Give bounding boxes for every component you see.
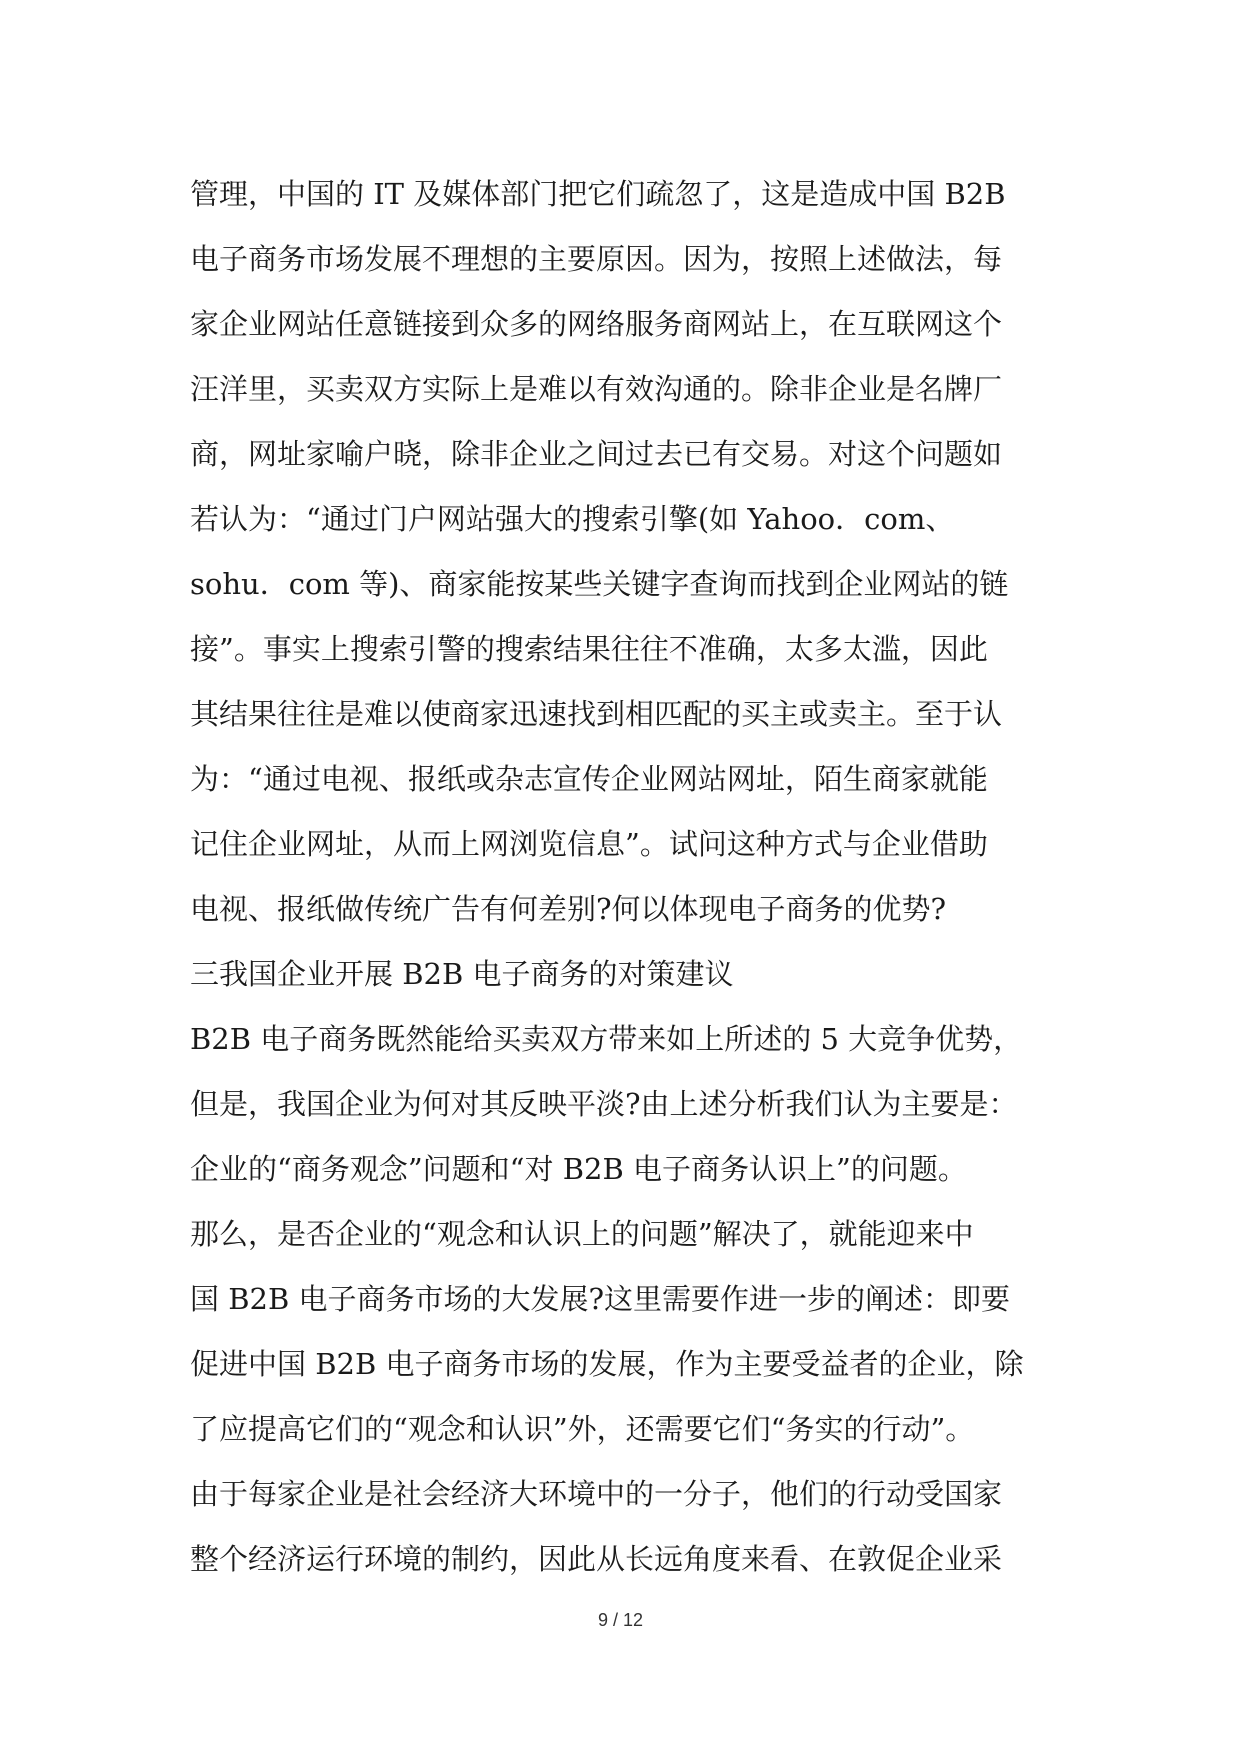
text-line: 记住企业网址，从而上网浏览信息”。试问这种方式与企业借助 bbox=[190, 827, 988, 861]
text-line: 企业的“商务观念”问题和“对 B2B 电子商务认识上”的问题。 bbox=[190, 1152, 967, 1186]
text-line: 整个经济运行环境的制约，因此从长远角度来看、在敦促企业采 bbox=[190, 1542, 1003, 1576]
section-heading: 三我国企业开展 B2B 电子商务的对策建议 bbox=[190, 957, 734, 991]
text-line: 国 B2B 电子商务市场的大发展?这里需要作进一步的阐述：即要 bbox=[190, 1282, 1011, 1316]
text-line: 电子商务市场发展不理想的主要原因。因为，按照上述做法，每 bbox=[190, 242, 1003, 276]
text-line: 家企业网站任意链接到众多的网络服务商网站上，在互联网这个 bbox=[190, 307, 1003, 341]
text-line: 电视、报纸做传统广告有何差别?何以体现电子商务的优势? bbox=[190, 892, 947, 926]
text-line: 接”。事实上搜索引警的搜索结果往往不准确，太多太滥，因此 bbox=[190, 632, 988, 666]
text-line: 若认为：“通过门户网站强大的搜索引擎(如 Yahoo．com、 bbox=[190, 502, 955, 536]
text-line: B2B 电子商务既然能给买卖双方带来如上所述的 5 大竞争优势， bbox=[190, 1022, 1023, 1056]
text-line: 管理，中国的 IT 及媒体部门把它们疏忽了，这是造成中国 B2B bbox=[190, 177, 1006, 211]
text-line: 汪洋里，买卖双方实际上是难以有效沟通的。除非企业是名牌厂 bbox=[190, 372, 1003, 406]
text-line: 但是，我国企业为何对其反映平淡?由上述分析我们认为主要是： bbox=[190, 1087, 1018, 1121]
text-line: 由于每家企业是社会经济大环境中的一分子，他们的行动受国家 bbox=[190, 1477, 1003, 1511]
text-line: 那么，是否企业的“观念和认识上的问题”解决了，就能迎来中 bbox=[190, 1217, 974, 1251]
text-line: 促进中国 B2B 电子商务市场的发展，作为主要受益者的企业，除 bbox=[190, 1347, 1024, 1381]
text-line: 商，网址家喻户晓，除非企业之间过去已有交易。对这个问题如 bbox=[190, 437, 1003, 471]
page-number: 9 / 12 bbox=[597, 1610, 644, 1630]
text-line: 为：“通过电视、报纸或杂志宣传企业网站网址，陌生商家就能 bbox=[190, 762, 988, 796]
text-line: 其结果往往是难以使商家迅速找到相匹配的买主或卖主。至于认 bbox=[190, 697, 1003, 731]
text-line: sohu．com 等)、商家能按某些关键字查询而找到企业网站的链 bbox=[190, 567, 1009, 601]
body-text bbox=[190, 162, 1060, 1592]
text-line: 了应提高它们的“观念和认识”外，还需要它们“务实的行动”。 bbox=[190, 1412, 975, 1446]
